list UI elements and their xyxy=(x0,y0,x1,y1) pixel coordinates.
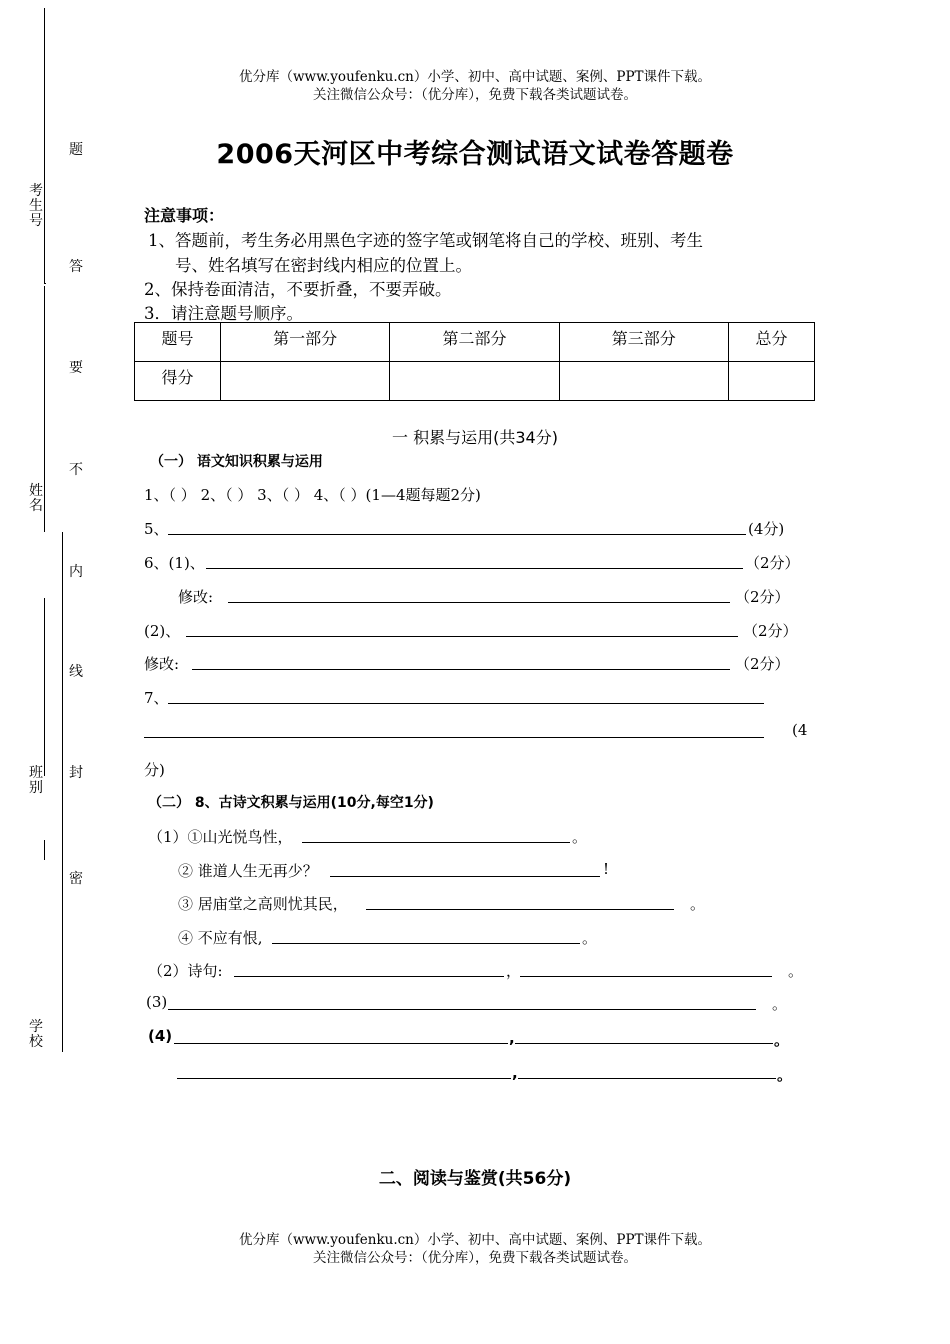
question-6-2-points: （2分） xyxy=(743,622,798,640)
question-6-2-answer-line[interactable] xyxy=(186,636,738,637)
footer-line-1: 优分库（www.youfenku.cn）小学、初中、高中试题、案例、PPT课件下载。 xyxy=(238,1232,712,1248)
seal-char: 封 xyxy=(69,765,83,781)
poem-3-answer-line[interactable] xyxy=(168,1009,756,1010)
score-table-header: 第二部分 xyxy=(390,323,559,362)
poem-2-label: （2）诗句: xyxy=(148,962,223,980)
poem-2-end: 。 xyxy=(788,962,804,980)
section-2-title: 二、阅读与鉴赏(共56分) xyxy=(378,1169,572,1189)
question-6-1-fix-line[interactable] xyxy=(228,602,730,603)
score-table xyxy=(134,322,815,401)
poem-2-answer-line-a[interactable] xyxy=(234,976,504,977)
poem-1-3-end: 。 xyxy=(690,895,706,913)
field-label-xuexiao: 学校 xyxy=(29,1019,43,1050)
field-label-xingming: 姓名 xyxy=(29,483,43,514)
score-table-header-row xyxy=(135,323,815,362)
seal-char: 不 xyxy=(69,462,83,478)
poem-4-answer-line-a[interactable] xyxy=(174,1043,508,1044)
poem-1-4-end: 。 xyxy=(582,929,598,947)
question-5-label: 5、 xyxy=(144,520,169,538)
poem-4-answer-line-b[interactable] xyxy=(515,1043,773,1044)
poem-1-3-label: ③ 居庙堂之高则忧其民， xyxy=(178,895,348,913)
question-6-2-label: (2)、 xyxy=(144,622,181,640)
header-line-1: 优分库（www.youfenku.cn）小学、初中、高中试题、案例、PPT课件下载。 xyxy=(238,69,712,85)
question-6-1-fix-label: 修改: xyxy=(178,588,214,606)
question-7-points-b: 分) xyxy=(144,761,165,779)
binding-line-class xyxy=(44,598,45,776)
question-6-2-fix-points: （2分） xyxy=(735,655,790,673)
footer-line-2: 关注微信公众号：（优分库），免费下载各类试题试卷。 xyxy=(313,1250,637,1266)
seal-char: 答 xyxy=(69,259,83,275)
score-cell[interactable] xyxy=(728,362,814,401)
score-table-header: 题号 xyxy=(135,323,221,362)
score-table-header: 第一部分 xyxy=(220,323,389,362)
poem-1-2-answer-line[interactable] xyxy=(330,876,600,877)
poem-3-end: 。 xyxy=(772,995,788,1013)
score-table-row xyxy=(135,362,815,401)
question-6-1-answer-line[interactable] xyxy=(206,568,743,569)
page-title: 2006天河区中考综合测试语文试卷答题卷 xyxy=(216,139,734,170)
notes-item-3: 3．请注意题号顺序。 xyxy=(144,304,303,323)
seal-char: 内 xyxy=(69,564,83,580)
subsection-2-title: （二） 8、古诗文积累与运用(10分,每空1分) xyxy=(148,795,434,811)
poem-3-label: (3) xyxy=(146,993,168,1011)
score-cell[interactable] xyxy=(390,362,559,401)
question-1-4: 1、（ ） 2、（ ） 3、（ ） 4、（ ）(1—4题每题2分) xyxy=(144,486,481,504)
poem-4-end: 。 xyxy=(774,1031,790,1049)
question-5-points: (4分) xyxy=(748,520,785,538)
question-6-1-label: 6、(1)、 xyxy=(144,554,205,572)
poem-1-2-end: ! xyxy=(603,860,610,878)
score-table-header: 第三部分 xyxy=(559,323,728,362)
score-cell[interactable] xyxy=(220,362,389,401)
binding-line-name xyxy=(44,286,45,532)
poem-4-label: (4) xyxy=(148,1027,173,1045)
question-6-2-fix-line[interactable] xyxy=(192,669,730,670)
notes-item-1b: 号、姓名填写在密封线内相应的位置上。 xyxy=(175,256,472,275)
poem-1-1-answer-line[interactable] xyxy=(302,842,570,843)
notes-item-1a: 1、答题前，考生务必用黑色字迹的签字笔或钢笔将自己的学校、班别、考生 xyxy=(148,231,703,250)
question-6-1-fix-points: （2分） xyxy=(735,588,790,606)
score-cell[interactable] xyxy=(559,362,728,401)
poem-4b-comma: , xyxy=(512,1064,518,1082)
score-row-label: 得分 xyxy=(135,362,221,401)
notes-item-2: 2、保持卷面清洁，不要折叠，不要弄破。 xyxy=(144,280,452,299)
question-7-label: 7、 xyxy=(144,689,169,707)
question-5-answer-line[interactable] xyxy=(168,534,746,535)
seal-char: 题 xyxy=(69,142,83,158)
field-label-banbie: 班别 xyxy=(29,765,43,796)
question-7-points-a: (4 xyxy=(792,721,808,739)
seal-char: 要 xyxy=(69,360,83,376)
seal-char: 密 xyxy=(69,871,83,887)
poem-1-1-end: 。 xyxy=(572,828,588,846)
binding-line-school-2 xyxy=(44,840,45,860)
notes-heading: 注意事项： xyxy=(144,206,225,225)
field-label-kaoshenghao: 考生号 xyxy=(29,183,43,229)
section-1-title: 一 积累与运用(共34分) xyxy=(392,428,558,447)
header-line-2: 关注微信公众号：（优分库），免费下载各类试题试卷。 xyxy=(313,87,637,103)
poem-1-3-answer-line[interactable] xyxy=(366,909,674,910)
score-table-header: 总分 xyxy=(728,323,814,362)
poem-4-answer-line-c[interactable] xyxy=(177,1078,511,1079)
question-6-2-fix-label: 修改: xyxy=(144,655,180,673)
poem-1-2-label: ② 谁道人生无再少？ xyxy=(178,862,318,880)
subsection-1-title: （一） 语文知识积累与运用 xyxy=(150,454,323,470)
poem-4-answer-line-d[interactable] xyxy=(518,1078,776,1079)
seal-char: 线 xyxy=(69,664,83,680)
question-7-answer-line-1[interactable] xyxy=(168,703,764,704)
poem-4-comma: , xyxy=(509,1029,515,1047)
poem-1-4-answer-line[interactable] xyxy=(272,943,580,944)
question-6-1-points: （2分） xyxy=(745,554,800,572)
poem-1-1-label: （1）①山光悦鸟性， xyxy=(148,828,293,846)
poem-2-answer-line-b[interactable] xyxy=(520,976,772,977)
poem-4b-end: 。 xyxy=(777,1066,793,1084)
poem-1-4-label: ④ 不应有恨, xyxy=(178,929,263,947)
kaoshenghao-blank-line xyxy=(44,283,46,284)
question-7-answer-line-2[interactable] xyxy=(144,737,764,738)
binding-line-school xyxy=(62,532,63,1052)
poem-2-comma: ， xyxy=(506,962,522,980)
